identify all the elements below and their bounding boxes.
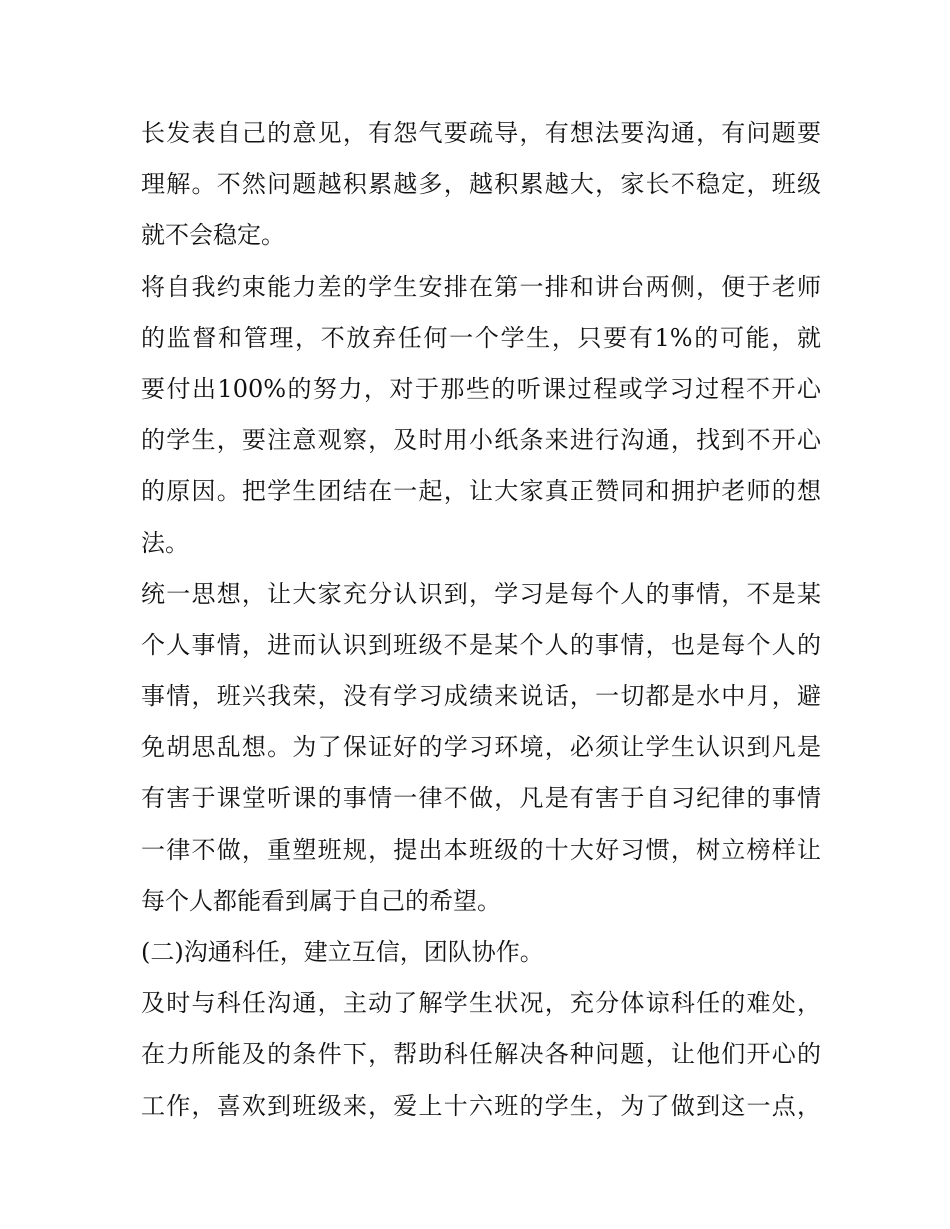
text-line: 就不会稳定。	[141, 221, 285, 250]
text-line: 一律不做，重塑班规，提出本班级的十大好习惯，树立榜样让	[141, 835, 821, 864]
text-line: 将自我约束能力差的学生安排在第一排和讲台两侧，便于老师	[141, 272, 821, 301]
text-line: 在力所能及的条件下，帮助科任解决各种问题，让他们开心的	[141, 1040, 821, 1069]
text-line: 有害于课堂听课的事情一律不做，凡是有害于自习纪律的事情	[141, 784, 821, 813]
document-body	[141, 108, 821, 1132]
text-line: 的学生，要注意观察，及时用小纸条来进行沟通，找到不开心	[141, 426, 821, 455]
text-line: 的原因。把学生团结在一起，让大家真正赞同和拥护老师的想	[141, 477, 821, 506]
text-line: 每个人都能看到属于自己的希望。	[141, 886, 501, 915]
text-line: 法。	[141, 528, 189, 557]
text-line: 要付出100%的努力，对于那些的听课过程或学习过程不开心	[141, 374, 821, 403]
text-line: 及时与科任沟通，主动了解学生状况，充分体谅科任的难处，	[141, 989, 821, 1018]
text-line: 工作，喜欢到班级来，爱上十六班的学生，为了做到这一点，	[141, 1091, 821, 1120]
text-line: 事情，班兴我荣，没有学习成绩来说话，一切都是水中月，避	[141, 682, 821, 711]
text-line: 个人事情，进而认识到班级不是某个人的事情，也是每个人的	[141, 630, 821, 659]
text-line: 统一思想，让大家充分认识到，学习是每个人的事情，不是某	[141, 579, 821, 608]
text-line: 理解。不然问题越积累越多，越积累越大，家长不稳定，班级	[141, 170, 821, 199]
text-line: (二)沟通科任，建立互信，团队协作。	[141, 938, 544, 966]
text-line: 长发表自己的意见，有怨气要疏导，有想法要沟通，有问题要	[141, 119, 821, 147]
text-line: 免胡思乱想。为了保证好的学习环境，必须让学生认识到凡是	[141, 733, 821, 762]
text-line: 的监督和管理，不放弃任何一个学生，只要有1%的可能，就	[141, 323, 821, 352]
